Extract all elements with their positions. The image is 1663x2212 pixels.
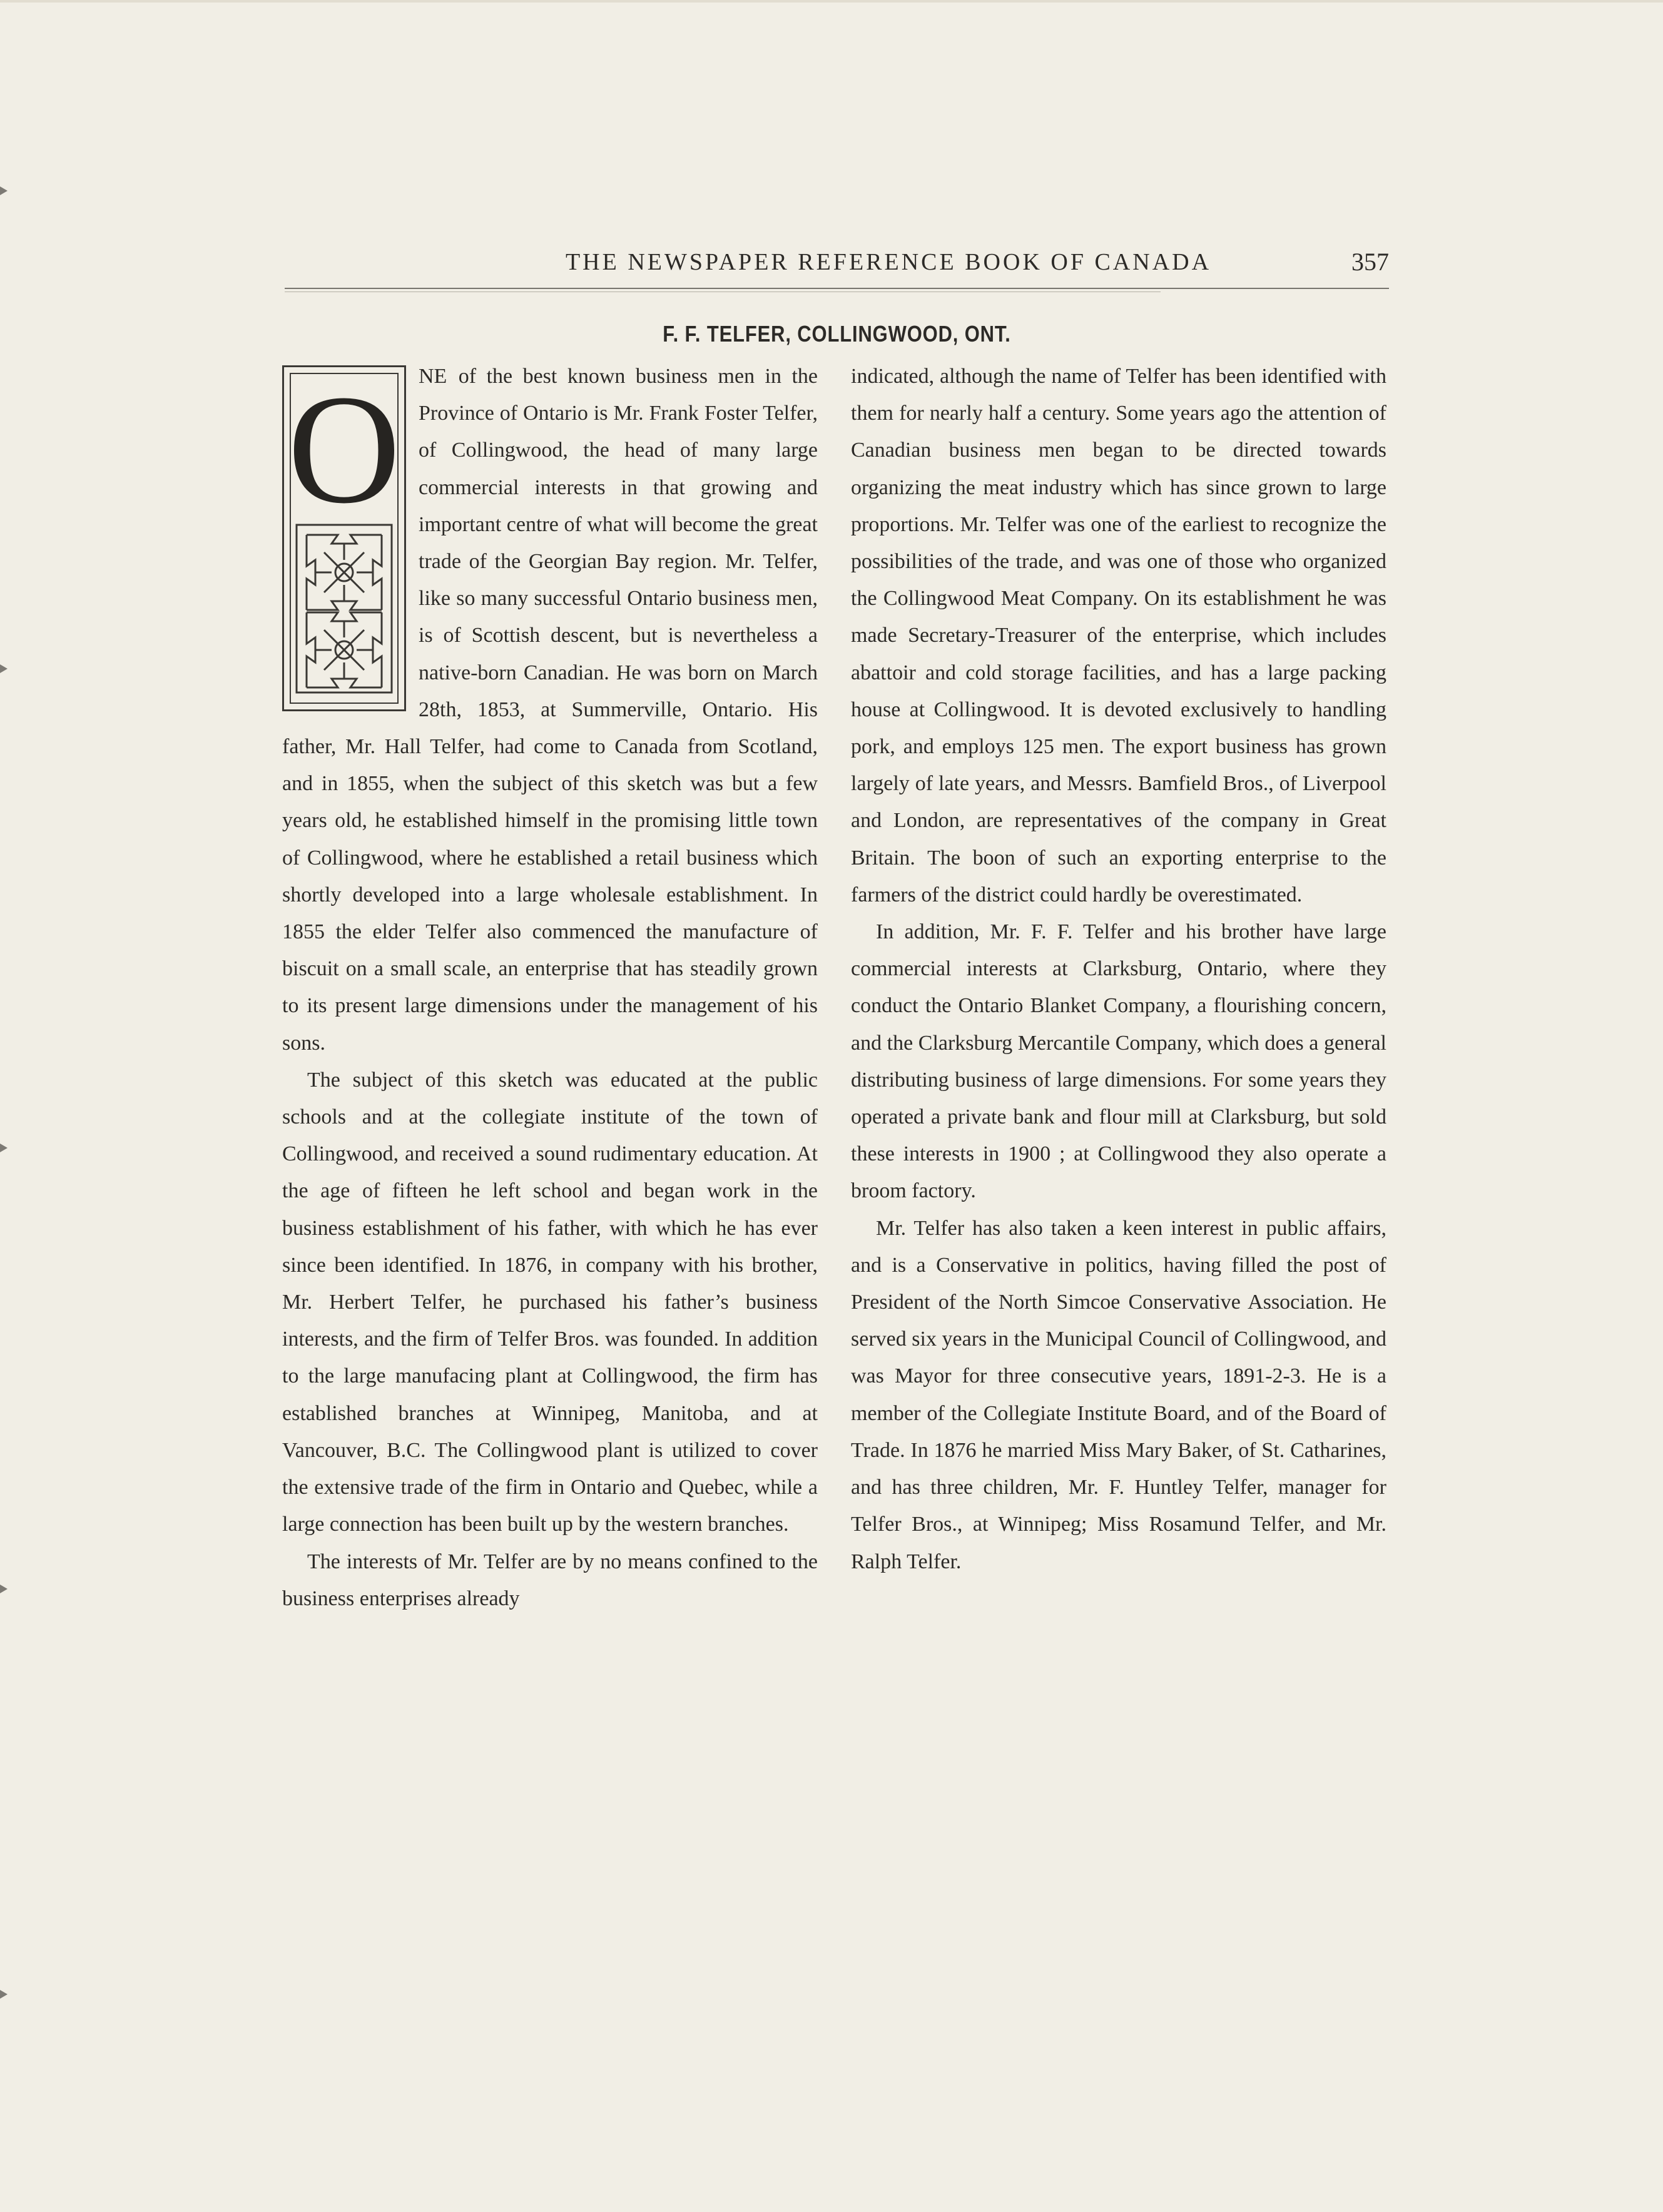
header-rule [285,288,1389,289]
celtic-knot-ornament-icon [294,522,394,695]
paragraph-3-end: indicated, although the name of Telfer has been identified with them for nearly half a century. Some years ago the attention of Canadian business men began to be directed towards organizing the meat industry which has since grown to large proportions. Mr. Telfer was one of the earliest to recognize the possibilities of the trade, and was one of those who organized the Collingwood Meat Company. On its establishment he was made Secretary-Treasurer of the enterprise, which includes abattoir and cold storage facilities, and has a large packing house at Collingwood. It is devoted exclusively to handling pork, and employs 125 men. The export business has grown largely of late years, and Messrs. Bamfield Bros., of Liverpool and London, are representatives of the company in Great Britain. The boon of such an exporting enterprise to the farmers of the district could hardly be overestimated. [851,365,1386,906]
margin-tab-mark [0,1585,8,1593]
page-number: 357 [1351,248,1389,276]
paragraph-5: Mr. Telfer has also taken a keen interest in public affairs, and is a Conservative in politics, having filled the post of President of the North Simcoe Conservative Association. He served six years in the Municipal Council of Collingwood, and was Mayor for three consecutive years, 1891-2-3. He is a member of the Collegiate Institute Board, and of the Board of Trade. In 1876 he married Miss Mary Baker, of St. Catharines, and has three children, Mr. F. Huntley Telfer, manager for Telfer Bros., at Winnipeg; Miss Rosamund Telfer, and Mr. Ralph Telfer. [851,1216,1386,1573]
paragraph-4: In addition, Mr. F. F. Telfer and his brother have large commercial interests at Clarksburg, Ontario, where they conduct the Ontario Blanket Company, a flourishing concern, and the Clarksburg Mercantile Company, which does a general distributing business of large dimensions. For some years they operated a private bank and flour mill at Clarksburg, but sold these interests in 1900 ; at Collingwood they also operate a broom factory. [851,920,1386,1203]
margin-tab-mark [0,1144,8,1152]
drop-cap-continuation: NE [419,365,447,388]
page-top-edge [0,0,1663,3]
drop-cap-letter: O [287,363,401,536]
margin-tab-mark [0,186,8,195]
paragraph-1-text: of the best known business men in the Province of Ontario is Mr. Frank Foster Telfer, of Collingwood, the head of many large commercial interests in that growing and important centre of what will become the great trade of the Georgian Bay region. Mr. Telfer, like so many successful Ontario business men, is of Scottish descent, but is nevertheless a native-born Canadian. He was born on March 28th, 1853, at Summerville, Ontario. His father, Mr. Hall Telfer, had come to Canada from Scotland, and in 1855, when the subject of this sketch was but a few years old, he established himself in the promising little town of Collingwood, where he established a retail business which shortly developed into a large wholesale establishment. In 1855 the elder Telfer also commenced the manufacture of biscuit on a small scale, an enterprise that has steadily grown to its present large dimensions under the management of his sons. [282,365,818,1055]
margin-tab-mark [0,664,8,673]
drop-cap-box [282,365,406,711]
page-header [285,244,1389,294]
running-title: THE NEWSPAPER REFERENCE BOOK OF CANADA [565,249,1212,275]
paragraph-3-start: The interests of Mr. Telfer are by no means confined to the business enterprises already [282,1550,818,1610]
right-column [851,358,1386,1580]
article-title: F. F. TELFER, COLLINGWOOD, ONT. [663,321,1011,347]
left-column [282,358,818,1617]
paragraph-2: The subject of this sketch was educated at the public schools and at the collegiate institute of the town of Collingwood, and received a sound rudimentary education. At the age of fifteen he left school and began work in the business establishment of his father, with which he has ever since been identified. In 1876, in company with his brother, Mr. Herbert Telfer, he purchased his father’s business interests, and the firm of Telfer Bros. was founded. In addition to the large manufacing plant at Collingwood, the firm has established branches at Winnipeg, Manitoba, and at Vancouver, B.C. The Collingwood plant is utilized to cover the extensive trade of the firm in Ontario and Quebec, while a large connection has been built up by the western branches. [282,1068,818,1536]
margin-tab-mark [0,1990,8,1999]
